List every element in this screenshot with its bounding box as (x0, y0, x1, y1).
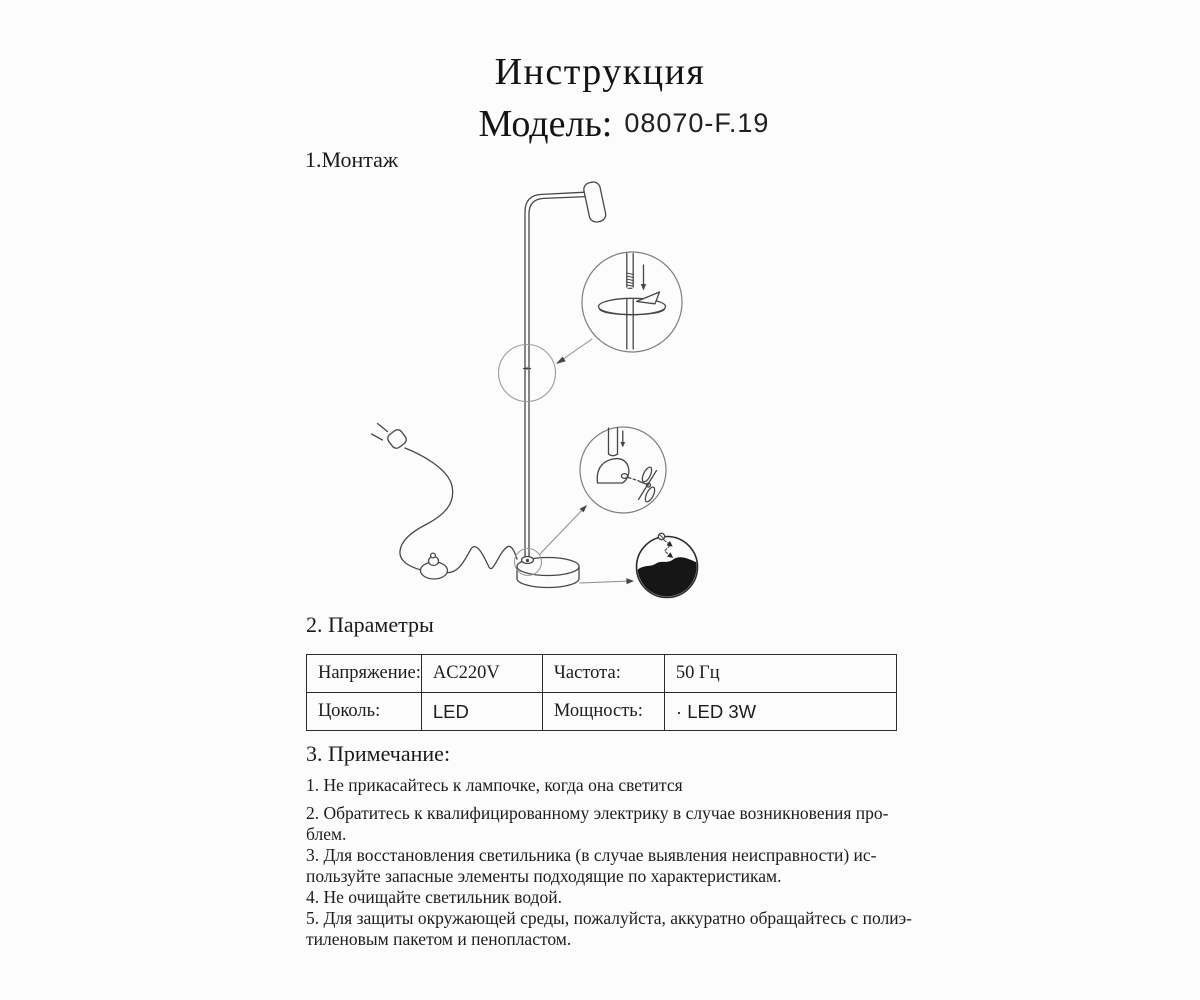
param-value-power: · LED 3W (664, 693, 896, 731)
base-mount-dome (597, 459, 629, 483)
param-label-power: Мощность: (542, 693, 664, 731)
page-title: Инструкция (494, 51, 706, 93)
detail-circle-thread-connection (582, 252, 682, 352)
param-value-socket: LED (421, 693, 542, 731)
notes-heading: 3. Примечание: (306, 741, 451, 766)
insert-down-arrow-2 (620, 431, 625, 448)
assembly-heading: 1.Монтаж (305, 147, 399, 172)
connector-arrowheads (556, 357, 634, 585)
param-value-frequency: 50 Гц (664, 655, 896, 693)
notes-list (306, 775, 936, 950)
detail-circle-base-underside (634, 533, 699, 599)
table-row (307, 655, 897, 693)
model-number: 08070-F.19 (624, 108, 770, 138)
model-label: Модель: (478, 103, 613, 145)
lamp-head (583, 181, 607, 224)
insert-down-arrow (641, 265, 647, 291)
model-line (0, 102, 1200, 146)
note-line: блем. (306, 824, 347, 844)
detail-circle-base-screw (580, 427, 666, 513)
note-line: 4. Не очищайте светильник водой. (306, 887, 562, 907)
rotation-arrow (599, 292, 666, 315)
note-line: 2. Обратитесь к квалифицированному электрику в случае возникновения про- (306, 803, 889, 823)
wing-screw-icon (639, 466, 657, 503)
note-line: пользуйте запасные элементы подходящие по характеристикам. (306, 866, 782, 886)
param-label-socket: Цоколь: (307, 693, 422, 731)
note-line: 5. Для защиты окружающей среды, пожалуйста, аккуратно обращайтесь с полиэ- (306, 908, 912, 928)
floor-lamp-assembly-diagram (358, 165, 718, 615)
param-value-voltage: AC220V (421, 655, 542, 693)
callout-connector-lines (540, 339, 630, 583)
thread-hatching (627, 273, 633, 288)
lamp-base (517, 557, 579, 588)
note-line: 3. Для восстановления светильника (в случае выявления неисправности) ис- (306, 845, 877, 865)
parameters-heading: 2. Параметры (306, 612, 434, 637)
table-row (307, 693, 897, 731)
foot-switch-icon (421, 553, 448, 579)
power-cord (400, 448, 517, 573)
parameters-table (306, 654, 897, 731)
param-label-voltage: Напряжение: (307, 655, 422, 693)
param-label-frequency: Частота: (542, 655, 664, 693)
lamp-pole (524, 192, 587, 559)
note-line: 1. Не прикасайтесь к лампочке, когда она светится (306, 775, 683, 795)
power-plug-icon (372, 424, 409, 451)
callout-circle-pole-joint (499, 345, 556, 402)
small-screw-icon (658, 533, 664, 539)
note-line: тиленовым пакетом и пенопластом. (306, 929, 572, 949)
